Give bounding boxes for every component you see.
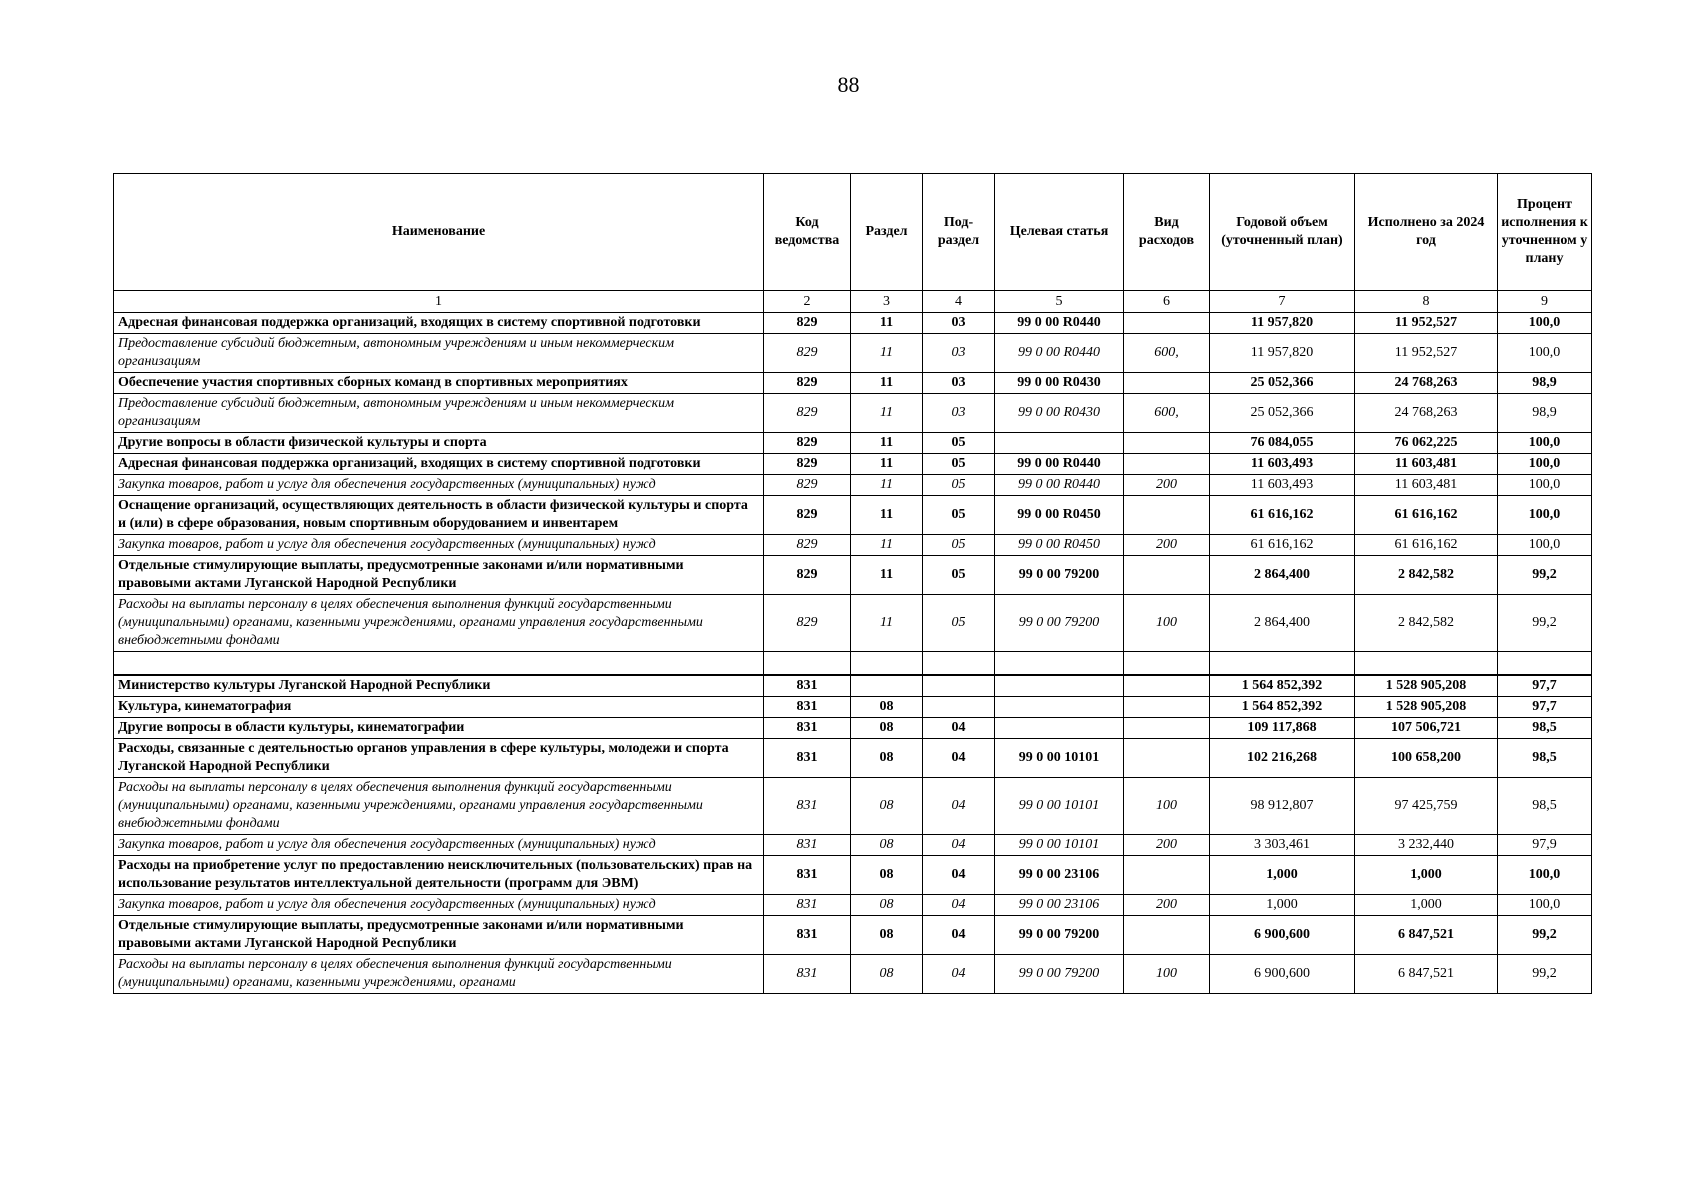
department-code: 831 [764, 778, 851, 835]
expense-type [1124, 433, 1210, 454]
target-article: 99 0 00 23106 [995, 856, 1124, 895]
section: 11 [851, 373, 923, 394]
table-row [114, 373, 1592, 394]
execution-percent: 100,0 [1498, 313, 1592, 334]
expense-type [1124, 697, 1210, 718]
row-name: Закупка товаров, работ и услуг для обеспечения государственных (муниципальных) нужд [114, 895, 764, 916]
execution-percent: 100,0 [1498, 334, 1592, 373]
execution-percent: 97,7 [1498, 675, 1592, 697]
execution-percent: 100,0 [1498, 433, 1592, 454]
expense-type [1124, 652, 1210, 676]
section: 11 [851, 313, 923, 334]
execution-percent: 100,0 [1498, 496, 1592, 535]
execution-percent: 99,2 [1498, 595, 1592, 652]
table-row [114, 433, 1592, 454]
department-code: 829 [764, 313, 851, 334]
annual-plan: 3 303,461 [1210, 835, 1355, 856]
annual-plan: 1,000 [1210, 856, 1355, 895]
section: 08 [851, 778, 923, 835]
department-code: 829 [764, 496, 851, 535]
execution-percent: 98,5 [1498, 739, 1592, 778]
row-name: Расходы на приобретение услуг по предоставлению неисключительных (пользовательских) прав на использование результатов интеллектуальной деятельности (программ для ЭВМ) [114, 856, 764, 895]
execution-percent: 98,5 [1498, 718, 1592, 739]
subsection: 04 [923, 916, 995, 955]
table-row [114, 955, 1592, 994]
annual-plan: 11 603,493 [1210, 454, 1355, 475]
row-name: Другие вопросы в области физической культуры и спорта [114, 433, 764, 454]
table-row [114, 496, 1592, 535]
table-row [114, 835, 1592, 856]
row-name: Отдельные стимулирующие выплаты, предусмотренные законами и/или нормативными правовыми актами Луганской Народной Республики [114, 556, 764, 595]
department-code: 829 [764, 595, 851, 652]
row-name: Закупка товаров, работ и услуг для обеспечения государственных (муниципальных) нужд [114, 535, 764, 556]
table-row [114, 697, 1592, 718]
executed-2024: 11 603,481 [1355, 475, 1498, 496]
table-row [114, 535, 1592, 556]
subsection: 04 [923, 739, 995, 778]
executed-2024: 3 232,440 [1355, 835, 1498, 856]
section: 08 [851, 739, 923, 778]
target-article: 99 0 00 R0440 [995, 454, 1124, 475]
execution-percent: 100,0 [1498, 895, 1592, 916]
execution-percent [1498, 652, 1592, 676]
subsection: 04 [923, 955, 995, 994]
header-cell: Целевая статья [995, 174, 1124, 291]
executed-2024: 24 768,263 [1355, 373, 1498, 394]
section: 11 [851, 475, 923, 496]
column-number: 5 [995, 291, 1124, 313]
subsection: 05 [923, 475, 995, 496]
header-cell: Годовой объем (уточненный план) [1210, 174, 1355, 291]
target-article: 99 0 00 23106 [995, 895, 1124, 916]
section: 11 [851, 556, 923, 595]
target-article: 99 0 00 R0440 [995, 313, 1124, 334]
execution-percent: 99,2 [1498, 916, 1592, 955]
target-article [995, 675, 1124, 697]
executed-2024: 97 425,759 [1355, 778, 1498, 835]
target-article: 99 0 00 R0440 [995, 334, 1124, 373]
expense-type [1124, 313, 1210, 334]
table-row [114, 475, 1592, 496]
executed-2024: 2 842,582 [1355, 556, 1498, 595]
executed-2024: 24 768,263 [1355, 394, 1498, 433]
department-code: 829 [764, 394, 851, 433]
section [851, 652, 923, 676]
subsection: 05 [923, 433, 995, 454]
department-code [764, 652, 851, 676]
target-article: 99 0 00 79200 [995, 556, 1124, 595]
subsection: 03 [923, 334, 995, 373]
target-article [995, 433, 1124, 454]
subsection: 04 [923, 835, 995, 856]
expense-type: 200 [1124, 895, 1210, 916]
department-code: 829 [764, 454, 851, 475]
department-code: 831 [764, 739, 851, 778]
target-article: 99 0 00 79200 [995, 916, 1124, 955]
target-article: 99 0 00 79200 [995, 955, 1124, 994]
table-row [114, 718, 1592, 739]
section: 08 [851, 916, 923, 955]
target-article [995, 652, 1124, 676]
row-name: Расходы на выплаты персоналу в целях обеспечения выполнения функций государственными (муниципальными) органами, казенными учреждениями, органами управления государственными внебюджетными фондами [114, 778, 764, 835]
execution-percent: 98,9 [1498, 394, 1592, 433]
annual-plan: 2 864,400 [1210, 595, 1355, 652]
annual-plan: 61 616,162 [1210, 535, 1355, 556]
annual-plan: 25 052,366 [1210, 373, 1355, 394]
row-name: Адресная финансовая поддержка организаций, входящих в систему спортивной подготовки [114, 313, 764, 334]
header-row [114, 174, 1592, 291]
execution-percent: 100,0 [1498, 454, 1592, 475]
expense-type: 100 [1124, 778, 1210, 835]
annual-plan: 76 084,055 [1210, 433, 1355, 454]
column-number: 2 [764, 291, 851, 313]
department-code: 829 [764, 535, 851, 556]
section: 08 [851, 955, 923, 994]
expense-type: 100 [1124, 595, 1210, 652]
executed-2024: 6 847,521 [1355, 916, 1498, 955]
expense-type: 200 [1124, 535, 1210, 556]
execution-percent: 98,9 [1498, 373, 1592, 394]
target-article: 99 0 00 R0430 [995, 373, 1124, 394]
executed-2024: 61 616,162 [1355, 496, 1498, 535]
header-cell: Процент исполнения к уточненном у плану [1498, 174, 1592, 291]
executed-2024: 100 658,200 [1355, 739, 1498, 778]
subsection: 05 [923, 556, 995, 595]
row-name: Расходы на выплаты персоналу в целях обеспечения выполнения функций государственными (муниципальными) органами, казенными учреждениями, органами [114, 955, 764, 994]
section: 08 [851, 697, 923, 718]
target-article: 99 0 00 79200 [995, 595, 1124, 652]
target-article: 99 0 00 R0450 [995, 496, 1124, 535]
execution-percent: 99,2 [1498, 955, 1592, 994]
expense-type: 200 [1124, 475, 1210, 496]
subsection: 05 [923, 454, 995, 475]
executed-2024: 1,000 [1355, 856, 1498, 895]
expense-type: 600, [1124, 394, 1210, 433]
row-name: Адресная финансовая поддержка организаций, входящих в систему спортивной подготовки [114, 454, 764, 475]
annual-plan: 1,000 [1210, 895, 1355, 916]
execution-percent: 97,7 [1498, 697, 1592, 718]
executed-2024: 2 842,582 [1355, 595, 1498, 652]
row-name: Культура, кинематография [114, 697, 764, 718]
subsection: 03 [923, 394, 995, 433]
subsection [923, 652, 995, 676]
section: 08 [851, 895, 923, 916]
expense-type [1124, 556, 1210, 595]
subsection: 04 [923, 718, 995, 739]
table-row [114, 595, 1592, 652]
table-row [114, 556, 1592, 595]
expense-type [1124, 675, 1210, 697]
expense-type [1124, 496, 1210, 535]
table-row [114, 916, 1592, 955]
execution-percent: 100,0 [1498, 475, 1592, 496]
page-number: 88 [837, 72, 860, 97]
annual-plan: 11 957,820 [1210, 334, 1355, 373]
header-cell: Вид расходов [1124, 174, 1210, 291]
annual-plan: 98 912,807 [1210, 778, 1355, 835]
subsection: 04 [923, 778, 995, 835]
annual-plan: 25 052,366 [1210, 394, 1355, 433]
header-cell: Код ведомства [764, 174, 851, 291]
section: 11 [851, 433, 923, 454]
column-number: 4 [923, 291, 995, 313]
column-number: 7 [1210, 291, 1355, 313]
column-number-row [114, 291, 1592, 313]
executed-2024: 11 952,527 [1355, 334, 1498, 373]
section: 11 [851, 496, 923, 535]
table-body [114, 313, 1592, 994]
row-name: Обеспечение участия спортивных сборных команд в спортивных мероприятиях [114, 373, 764, 394]
annual-plan [1210, 652, 1355, 676]
column-number: 3 [851, 291, 923, 313]
annual-plan: 11 603,493 [1210, 475, 1355, 496]
row-name [114, 652, 764, 676]
row-name: Предоставление субсидий бюджетным, автономным учреждениям и иным некоммерческим организациям [114, 394, 764, 433]
row-name: Оснащение организаций, осуществляющих деятельность в области физической культуры и спорта и (или) в сфере образования, новым спортивным оборудованием и инвентарем [114, 496, 764, 535]
target-article: 99 0 00 10101 [995, 835, 1124, 856]
annual-plan: 6 900,600 [1210, 916, 1355, 955]
annual-plan: 2 864,400 [1210, 556, 1355, 595]
section [851, 675, 923, 697]
annual-plan: 6 900,600 [1210, 955, 1355, 994]
executed-2024: 1 528 905,208 [1355, 697, 1498, 718]
execution-percent: 99,2 [1498, 556, 1592, 595]
department-code: 831 [764, 856, 851, 895]
annual-plan: 1 564 852,392 [1210, 675, 1355, 697]
section: 11 [851, 394, 923, 433]
annual-plan: 61 616,162 [1210, 496, 1355, 535]
execution-percent: 98,5 [1498, 778, 1592, 835]
subsection [923, 697, 995, 718]
department-code: 829 [764, 556, 851, 595]
target-article [995, 697, 1124, 718]
executed-2024: 107 506,721 [1355, 718, 1498, 739]
department-code: 831 [764, 916, 851, 955]
header-cell: Наименование [114, 174, 764, 291]
department-code: 831 [764, 675, 851, 697]
row-name: Министерство культуры Луганской Народной Республики [114, 675, 764, 697]
expense-type: 600, [1124, 334, 1210, 373]
column-number: 8 [1355, 291, 1498, 313]
expense-type [1124, 916, 1210, 955]
row-name: Другие вопросы в области культуры, кинематографии [114, 718, 764, 739]
annual-plan: 102 216,268 [1210, 739, 1355, 778]
subsection: 05 [923, 535, 995, 556]
executed-2024: 11 603,481 [1355, 454, 1498, 475]
target-article [995, 718, 1124, 739]
executed-2024: 6 847,521 [1355, 955, 1498, 994]
row-name: Закупка товаров, работ и услуг для обеспечения государственных (муниципальных) нужд [114, 475, 764, 496]
table-row [114, 739, 1592, 778]
row-name: Закупка товаров, работ и услуг для обеспечения государственных (муниципальных) нужд [114, 835, 764, 856]
execution-percent: 100,0 [1498, 535, 1592, 556]
section: 11 [851, 334, 923, 373]
department-code: 831 [764, 955, 851, 994]
row-name: Отдельные стимулирующие выплаты, предусмотренные законами и/или нормативными правовыми актами Луганской Народной Республики [114, 916, 764, 955]
executed-2024 [1355, 652, 1498, 676]
subsection: 04 [923, 856, 995, 895]
expense-type [1124, 856, 1210, 895]
department-code: 831 [764, 835, 851, 856]
department-code: 829 [764, 373, 851, 394]
annual-plan: 109 117,868 [1210, 718, 1355, 739]
department-code: 829 [764, 433, 851, 454]
subsection: 05 [923, 496, 995, 535]
execution-percent: 97,9 [1498, 835, 1592, 856]
expense-type [1124, 718, 1210, 739]
target-article: 99 0 00 R0450 [995, 535, 1124, 556]
table-row [114, 675, 1592, 697]
executed-2024: 1 528 905,208 [1355, 675, 1498, 697]
subsection: 03 [923, 373, 995, 394]
column-number: 9 [1498, 291, 1592, 313]
target-article: 99 0 00 10101 [995, 778, 1124, 835]
section: 11 [851, 595, 923, 652]
department-code: 831 [764, 697, 851, 718]
table-row [114, 394, 1592, 433]
section: 11 [851, 454, 923, 475]
executed-2024: 76 062,225 [1355, 433, 1498, 454]
table-row [114, 334, 1592, 373]
target-article: 99 0 00 R0440 [995, 475, 1124, 496]
header-cell: Раздел [851, 174, 923, 291]
spacer-row [114, 652, 1592, 676]
table-row [114, 778, 1592, 835]
executed-2024: 61 616,162 [1355, 535, 1498, 556]
section: 08 [851, 856, 923, 895]
table-row [114, 895, 1592, 916]
header-cell: Исполнено за 2024 год [1355, 174, 1498, 291]
expense-type [1124, 373, 1210, 394]
subsection [923, 675, 995, 697]
header-cell: Под-раздел [923, 174, 995, 291]
executed-2024: 11 952,527 [1355, 313, 1498, 334]
row-name: Расходы, связанные с деятельностью органов управления в сфере культуры, молодежи и спорта Луганской Народной Республики [114, 739, 764, 778]
subsection: 03 [923, 313, 995, 334]
department-code: 831 [764, 718, 851, 739]
execution-percent: 100,0 [1498, 856, 1592, 895]
column-number: 6 [1124, 291, 1210, 313]
department-code: 829 [764, 334, 851, 373]
expense-type [1124, 739, 1210, 778]
target-article: 99 0 00 10101 [995, 739, 1124, 778]
table-row [114, 313, 1592, 334]
expense-type: 200 [1124, 835, 1210, 856]
expense-type: 100 [1124, 955, 1210, 994]
row-name: Расходы на выплаты персоналу в целях обеспечения выполнения функций государственными (муниципальными) органами, казенными учреждениями, органами управления государственными внебюджетными фондами [114, 595, 764, 652]
expense-type [1124, 454, 1210, 475]
section: 08 [851, 835, 923, 856]
row-name: Предоставление субсидий бюджетным, автономным учреждениям и иным некоммерческим организациям [114, 334, 764, 373]
annual-plan: 11 957,820 [1210, 313, 1355, 334]
column-number: 1 [114, 291, 764, 313]
target-article: 99 0 00 R0430 [995, 394, 1124, 433]
section: 08 [851, 718, 923, 739]
department-code: 831 [764, 895, 851, 916]
table-row [114, 856, 1592, 895]
executed-2024: 1,000 [1355, 895, 1498, 916]
budget-table [113, 173, 1592, 994]
annual-plan: 1 564 852,392 [1210, 697, 1355, 718]
section: 11 [851, 535, 923, 556]
department-code: 829 [764, 475, 851, 496]
subsection: 04 [923, 895, 995, 916]
table-row [114, 454, 1592, 475]
subsection: 05 [923, 595, 995, 652]
